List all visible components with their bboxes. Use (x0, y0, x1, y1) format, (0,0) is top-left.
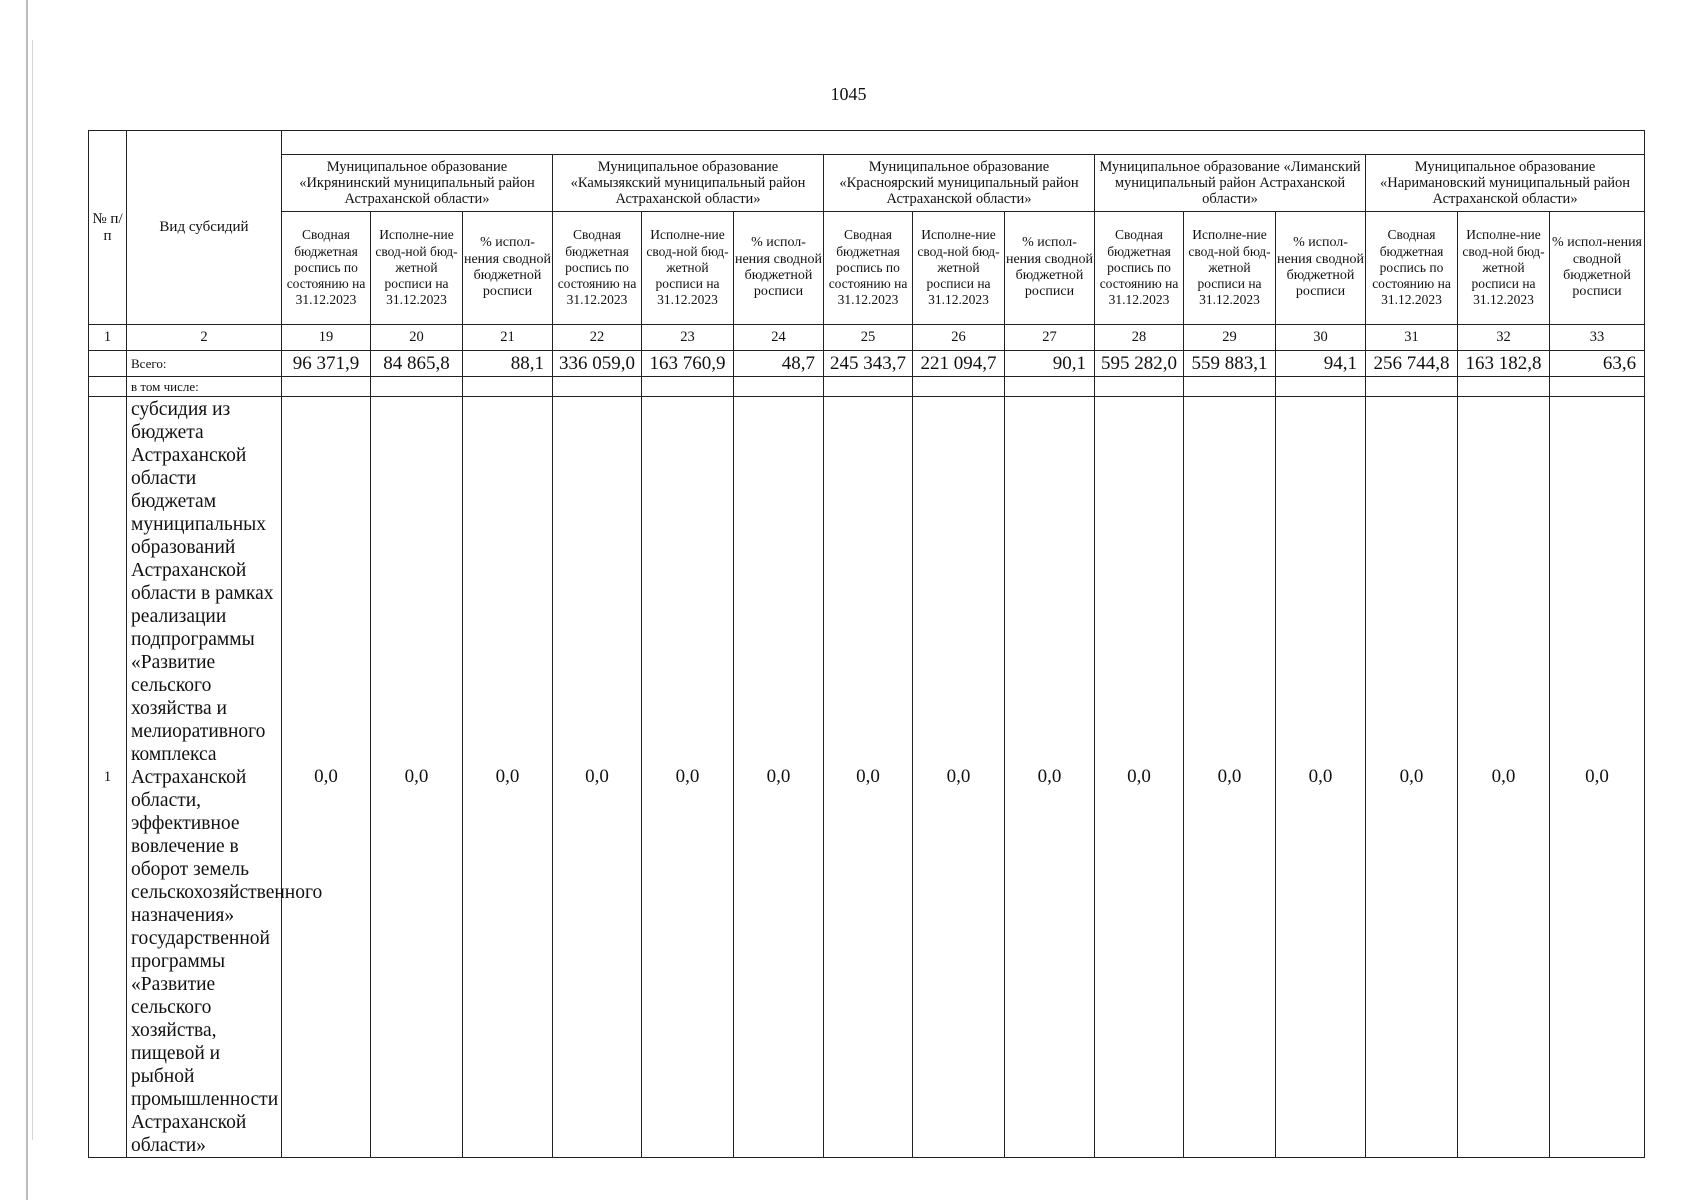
empty-cell (734, 377, 824, 397)
subheader-budget: Сводная бюджетная роспись по состоянию на 31.12.2023 (282, 212, 371, 325)
row-value: 0,0 (282, 397, 371, 1158)
empty-cell (1184, 377, 1276, 397)
column-number: 33 (1550, 325, 1645, 351)
including-row (89, 377, 1645, 397)
subheader-budget: Сводная бюджетная роспись по состоянию на 31.12.2023 (553, 212, 642, 325)
column-number: 25 (824, 325, 913, 351)
binding-edge-line (26, 0, 28, 1200)
total-value: 90,1 (1005, 351, 1095, 377)
total-value: 163 760,9 (642, 351, 734, 377)
header-empty-band (282, 131, 1645, 155)
subheader-budget: Сводная бюджетная роспись по состоянию на 31.12.2023 (824, 212, 913, 325)
column-number: 2 (127, 325, 282, 351)
column-number: 29 (1184, 325, 1276, 351)
subheader-percent: % испол-нения сводной бюджетной росписи (1005, 212, 1095, 325)
column-number: 28 (1095, 325, 1184, 351)
column-number-row (89, 325, 1645, 351)
empty-cell (463, 377, 553, 397)
row-value: 0,0 (1550, 397, 1645, 1158)
empty-cell (1005, 377, 1095, 397)
row-value: 0,0 (1458, 397, 1550, 1158)
subheader-execution: Исполне-ние свод-ной бюд-жетной росписи на 31.12.2023 (913, 212, 1005, 325)
municipality-header: Муниципальное образование «Наримановский муниципальный район Астраханской области» (1366, 155, 1645, 212)
empty-cell (824, 377, 913, 397)
row-value: 0,0 (463, 397, 553, 1158)
total-no (89, 351, 127, 377)
municipality-header: Муниципальное образование «Красноярский муниципальный район Астраханской области» (824, 155, 1095, 212)
row-number: 1 (89, 397, 127, 1158)
row-value: 0,0 (1366, 397, 1458, 1158)
column-number: 26 (913, 325, 1005, 351)
subheader-execution: Исполне-ние свод-ной бюд-жетной росписи на 31.12.2023 (1184, 212, 1276, 325)
total-value: 48,7 (734, 351, 824, 377)
column-number: 1 (89, 325, 127, 351)
column-number: 30 (1276, 325, 1366, 351)
total-value: 559 883,1 (1184, 351, 1276, 377)
empty-cell (89, 377, 127, 397)
column-number: 22 (553, 325, 642, 351)
column-number: 19 (282, 325, 371, 351)
empty-cell (1366, 377, 1458, 397)
municipality-header: Муниципальное образование «Камызякский муниципальный район Астраханской области» (553, 155, 824, 212)
subheader-execution: Исполне-ние свод-ной бюд-жетной росписи на 31.12.2023 (642, 212, 734, 325)
total-value: 163 182,8 (1458, 351, 1550, 377)
binding-edge-line (32, 40, 33, 1140)
row-value: 0,0 (553, 397, 642, 1158)
subheader-percent: % испол-нения сводной бюджетной росписи (463, 212, 553, 325)
subheader-execution: Исполне-ние свод-ной бюд-жетной росписи на 31.12.2023 (1458, 212, 1550, 325)
page-number: 1045 (830, 84, 867, 104)
subheader-percent: % испол-нения сводной бюджетной росписи (1276, 212, 1366, 325)
total-label: Всего: (127, 351, 282, 377)
row-value: 0,0 (1184, 397, 1276, 1158)
header-no: № п/п (89, 131, 127, 325)
subheader-percent: % испол-нения сводной бюджетной росписи (734, 212, 824, 325)
subheader-budget: Сводная бюджетная роспись по состоянию на 31.12.2023 (1366, 212, 1458, 325)
municipality-header-row (89, 155, 1645, 212)
row-value: 0,0 (1005, 397, 1095, 1158)
subheader-execution: Исполне-ние свод-ной бюд-жетной росписи на 31.12.2023 (371, 212, 463, 325)
row-value: 0,0 (734, 397, 824, 1158)
total-row (89, 351, 1645, 377)
row-value: 0,0 (913, 397, 1005, 1158)
total-value: 245 343,7 (824, 351, 913, 377)
header-subsidy-type: Вид субсидий (127, 131, 282, 325)
column-number: 32 (1458, 325, 1550, 351)
municipality-header: Муниципальное образование «Икрянинский муниципальный район Астраханской области» (282, 155, 553, 212)
empty-cell (642, 377, 734, 397)
total-value: 221 094,7 (913, 351, 1005, 377)
empty-cell (371, 377, 463, 397)
column-number: 24 (734, 325, 824, 351)
empty-cell (1276, 377, 1366, 397)
empty-cell (1095, 377, 1184, 397)
total-value: 63,6 (1550, 351, 1645, 377)
municipality-header: Муниципальное образование «Лиманский муниципальный район Астраханской области» (1095, 155, 1366, 212)
row-value: 0,0 (1095, 397, 1184, 1158)
column-number: 21 (463, 325, 553, 351)
subsidy-table (88, 130, 1645, 1158)
total-value: 94,1 (1276, 351, 1366, 377)
empty-cell (1458, 377, 1550, 397)
total-value: 336 059,0 (553, 351, 642, 377)
subsidy-description: субсидия из бюджета Астраханской области бюджетам муниципальных образований Астраханской области в рамках реализации подпрограммы «Развитие сельского хозяйства и мелиоративного комплекса Астраханской области, эффективное вовлечение в оборот земель сельскохозяйственного назначения» государственной программы «Развитие сельского хозяйства, пищевой и рыбной промышленности Астраханской области» (127, 397, 282, 1158)
column-number: 31 (1366, 325, 1458, 351)
total-value: 88,1 (463, 351, 553, 377)
including-label: в том числе: (127, 377, 282, 397)
subheader-budget: Сводная бюджетная роспись по состоянию на 31.12.2023 (1095, 212, 1184, 325)
column-number: 20 (371, 325, 463, 351)
column-number: 27 (1005, 325, 1095, 351)
total-value: 96 371,9 (282, 351, 371, 377)
row-value: 0,0 (824, 397, 913, 1158)
row-value: 0,0 (1276, 397, 1366, 1158)
empty-cell (913, 377, 1005, 397)
total-value: 84 865,8 (371, 351, 463, 377)
total-value: 256 744,8 (1366, 351, 1458, 377)
subheader-percent: % испол-нения сводной бюджетной росписи (1550, 212, 1645, 325)
subheader-row (89, 212, 1645, 325)
row-value: 0,0 (642, 397, 734, 1158)
row-value: 0,0 (371, 397, 463, 1158)
empty-cell (1550, 377, 1645, 397)
empty-cell (282, 377, 371, 397)
column-number: 23 (642, 325, 734, 351)
empty-cell (553, 377, 642, 397)
total-value: 595 282,0 (1095, 351, 1184, 377)
subsidy-row (89, 397, 1645, 1158)
